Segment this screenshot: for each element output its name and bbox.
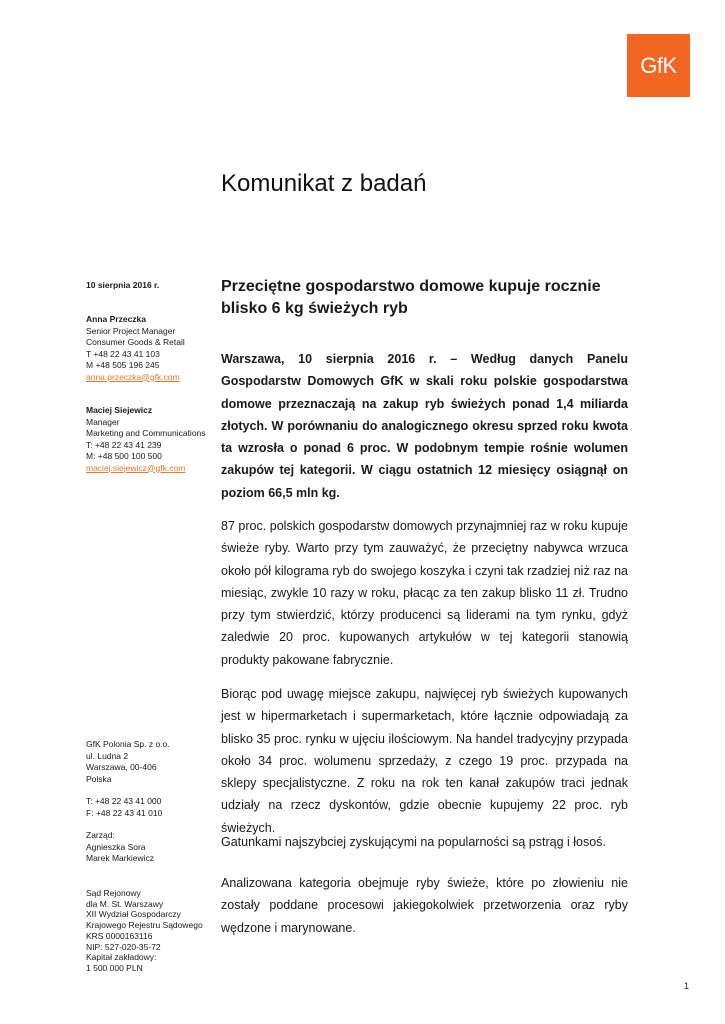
contact-dept: Consumer Goods & Retail [86, 337, 185, 347]
company-fax: F: +48 22 43 41 010 [86, 807, 163, 818]
registry-info [86, 888, 221, 974]
company-country: Polska [86, 773, 112, 784]
company-info [86, 739, 221, 865]
sidebar-date-block [86, 280, 221, 292]
page-title: Komunikat z badań [221, 170, 427, 197]
board-member: Marek Markiewicz [86, 853, 155, 863]
body-paragraph-2: Biorąc pod uwagę miejsce zakupu, najwięcej ryb świeżych kupowanych jest w hipermarketach i supermarketach, które łącznie odpowiadają za blisko 35 proc. rynku w ujęciu ilościowym. Na handel tradycyjny przypada około 34 proc. wolumenu sprzedaży, z czego 19 proc. przypada na sklepy specjalistyczne. Z roku na rok ten kanał zakupów traci jednak udziały na rzecz dyskontów, gdzie obecnie kupujemy 22 proc. ryb świeżych. [221, 687, 628, 835]
company-name: GfK Polonia Sp. z o.o. [86, 739, 170, 749]
contact-mobile: M +48 505 196 245 [86, 360, 160, 370]
registry-capital-label: Kapitał zakładowy: [86, 952, 157, 963]
gfk-logo: GfK [627, 34, 690, 97]
body-paragraph-4: Analizowana kategoria obejmuje ryby świeże, które po złowieniu nie zostały poddane procesowi jakiegokolwiek przetworzenia oraz ryby wędzone i marynowane. [221, 876, 628, 935]
contact-anna [86, 314, 221, 383]
page-number: 1 [684, 981, 690, 991]
lead-paragraph: Warszawa, 10 sierpnia 2016 r. – Według danych Panelu Gospodarstw Domowych GfK w skali roku polskie gospodarstwa domowe przeznaczają na zakup ryb świeżych ponad 1,4 miliarda złotych. W porównaniu do analogicznego okresu sprzed roku kwota ta wzrosła o ponad 6 proc. W podobnym tempie rośnie wolumen zakupów tej kategorii. W ciągu ostatnich 12 miesięcy osiągnął on poziom 66,5 mln kg. [221, 352, 628, 500]
board-member: Agnieszka Sora [86, 841, 146, 852]
registry-krs: KRS 0000163116 [86, 930, 153, 941]
contact-name: Anna Przeczka [86, 314, 146, 324]
body-paragraph-3: Gatunkami najszybciej zyskującymi na popularności są pstrąg i łosoś. [221, 835, 606, 849]
registry-line: XII Wydział Gospodarczy [86, 909, 181, 920]
contact-role: Manager [86, 416, 120, 427]
contact-email-link[interactable]: anna.przeczka@gfk.com [86, 371, 180, 382]
contact-dept: Marketing and Communications [86, 428, 206, 438]
release-date: 10 sierpnia 2016 r. [86, 280, 160, 290]
registry-nip: NIP: 527-020-35-72 [86, 941, 161, 952]
body-paragraph-1: 87 proc. polskich gospodarstw domowych przynajmniej raz w roku kupuje świeże ryby. Warto przy tym zauważyć, że przeciętny nabywca wrzuca około pół kilograma ryb do swojego koszyka i czyni tak rzadziej niż raz na miesiąc, zwykle 10 razy w roku, płacąc za ten zakup blisko 11 zł. Trudno przy tym stwierdzić, którzy producenci są liderami na tym rynku, gdyż zaledwie 20 proc. kupowanych artykułów w tej kategorii stanowią produkty pakowane fabrycznie. [221, 519, 628, 667]
company-street: ul. Ludna 2 [86, 750, 129, 761]
registry-line: Sąd Rejonowy [86, 888, 141, 898]
company-city: Warszawa, 00-406 [86, 762, 157, 772]
registry-line: dla M. St. Warszawy [86, 898, 164, 909]
contact-maciej [86, 405, 221, 474]
registry-line: Krajowego Rejestru Sądowego [86, 920, 203, 931]
contact-phone: T +48 22 43 41 103 [86, 348, 160, 359]
contact-role: Senior Project Manager [86, 325, 176, 336]
contact-mobile: M: +48 500 100 500 [86, 451, 162, 461]
company-phone: T: +48 22 43 41 000 [86, 796, 162, 806]
contact-email-link[interactable]: maciej.siejewicz@gfk.com [86, 462, 186, 473]
contact-name: Maciej Siejewicz [86, 405, 153, 415]
registry-capital: 1 500 000 PLN [86, 962, 143, 973]
article-headline: Przeciętne gospodarstwo domowe kupuje rocznie blisko 6 kg świeżych ryb [221, 278, 601, 317]
board-label: Zarząd: [86, 830, 115, 840]
contact-phone: T: +48 22 43 41 239 [86, 439, 162, 450]
